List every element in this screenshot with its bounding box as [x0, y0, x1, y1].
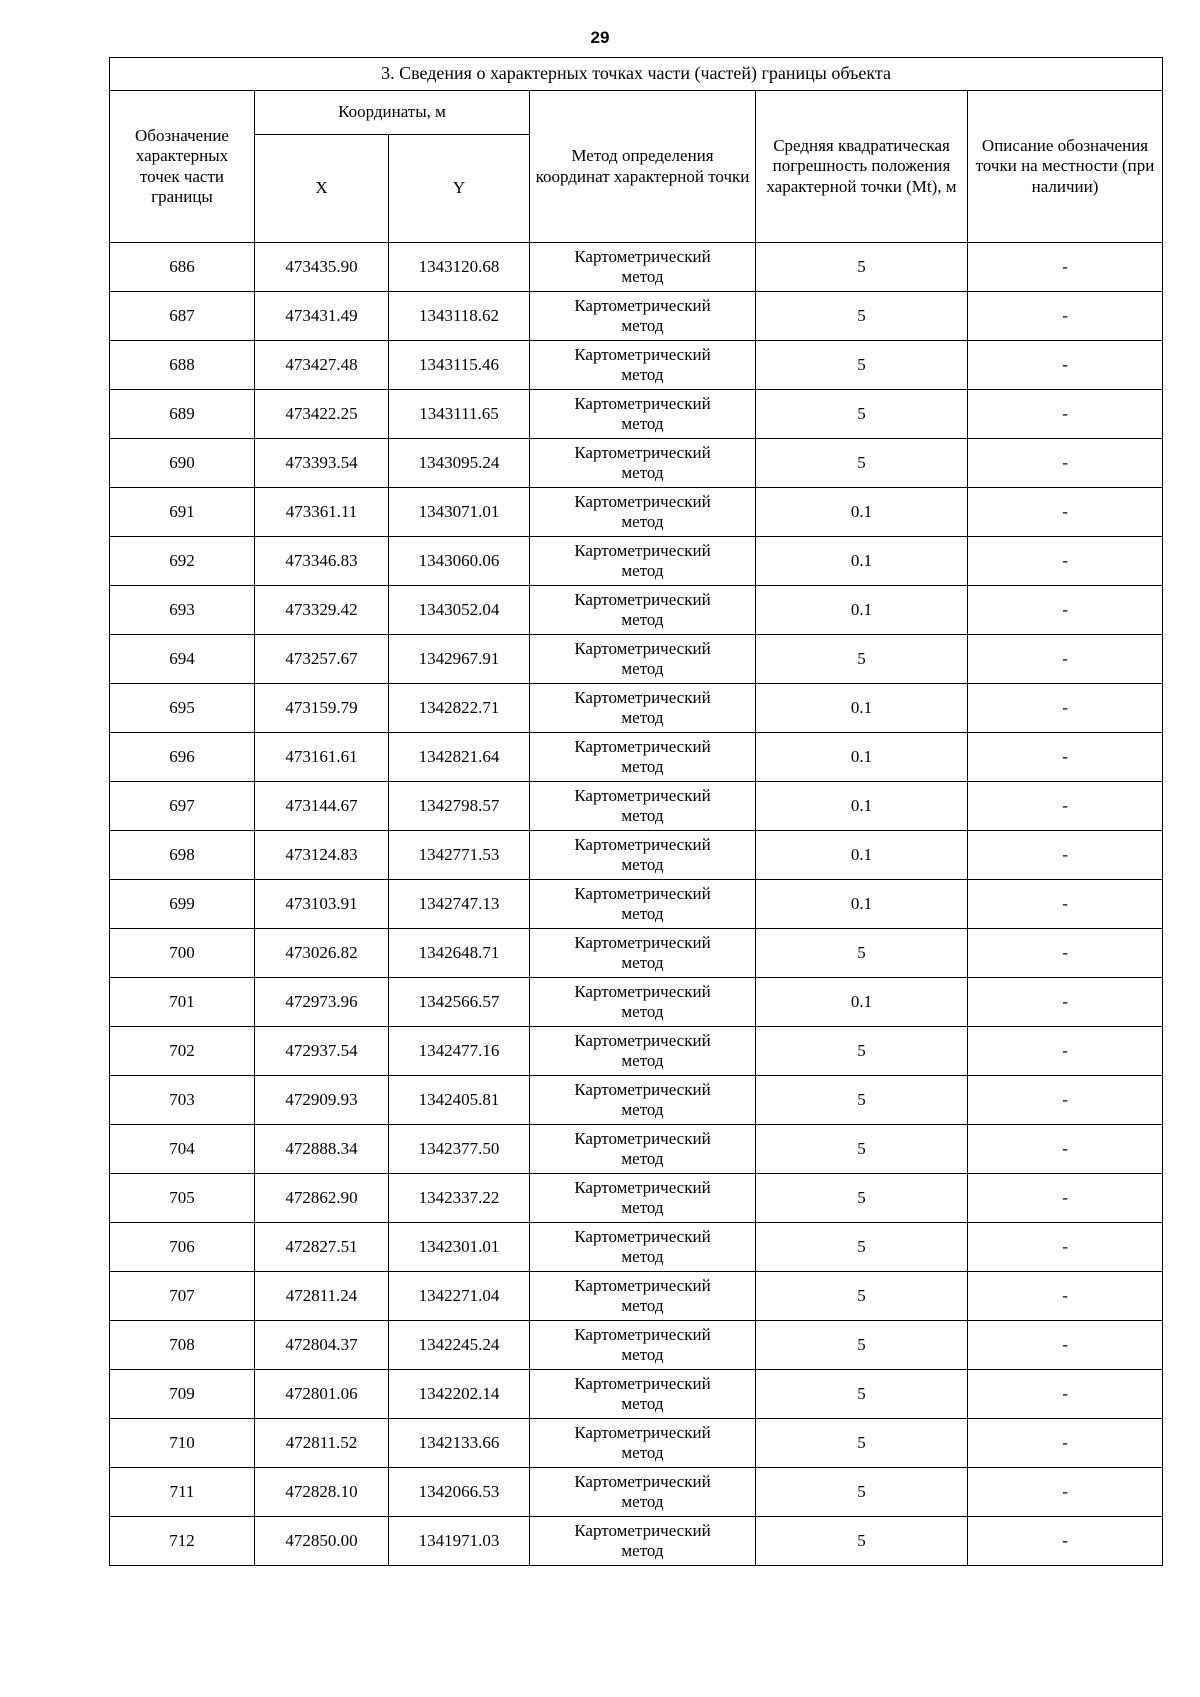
- table-row: [110, 341, 1163, 390]
- method-line-1: Картометрический: [574, 393, 711, 413]
- point-id: 701: [110, 978, 255, 1027]
- point-id: 711: [110, 1468, 255, 1517]
- coord-y: 1342337.22: [389, 1174, 530, 1223]
- table-row: [110, 733, 1163, 782]
- point-description: -: [968, 243, 1163, 292]
- method: [530, 1517, 756, 1566]
- method-line-2: метод: [621, 659, 664, 678]
- coord-x: 472937.54: [255, 1027, 389, 1076]
- table-row: [110, 1321, 1163, 1370]
- method: [530, 782, 756, 831]
- table-row: [110, 537, 1163, 586]
- mt-value: 5: [756, 929, 968, 978]
- table-row: [110, 929, 1163, 978]
- coord-x: 473161.61: [255, 733, 389, 782]
- method-line-1: Картометрический: [574, 344, 711, 364]
- method-line-2: метод: [621, 267, 664, 286]
- coord-x: 472973.96: [255, 978, 389, 1027]
- method-line-2: метод: [621, 365, 664, 384]
- method: [530, 1321, 756, 1370]
- coord-x: 473427.48: [255, 341, 389, 390]
- mt-value: 5: [756, 1468, 968, 1517]
- method: [530, 1468, 756, 1517]
- point-id: 692: [110, 537, 255, 586]
- coord-y: 1343120.68: [389, 243, 530, 292]
- method: [530, 488, 756, 537]
- method-line-1: Картометрический: [574, 834, 711, 854]
- method-line-1: Картометрический: [574, 1177, 711, 1197]
- table-row: [110, 1027, 1163, 1076]
- coord-y: 1342771.53: [389, 831, 530, 880]
- point-id: 700: [110, 929, 255, 978]
- coord-x: 472811.24: [255, 1272, 389, 1321]
- point-id: 693: [110, 586, 255, 635]
- mt-value: 5: [756, 292, 968, 341]
- method-line-1: Картометрический: [574, 785, 711, 805]
- mt-value: 5: [756, 1076, 968, 1125]
- method-line-2: метод: [621, 953, 664, 972]
- point-description: -: [968, 537, 1163, 586]
- table-row: [110, 1125, 1163, 1174]
- method: [530, 537, 756, 586]
- method-line-2: метод: [621, 1296, 664, 1315]
- method: [530, 684, 756, 733]
- coord-y: 1342967.91: [389, 635, 530, 684]
- coord-x: 473393.54: [255, 439, 389, 488]
- mt-value: 0.1: [756, 733, 968, 782]
- table-row: [110, 1370, 1163, 1419]
- table-row: [110, 635, 1163, 684]
- method-line-1: Картометрический: [574, 246, 711, 266]
- method: [530, 1370, 756, 1419]
- method-line-2: метод: [621, 708, 664, 727]
- method-line-1: Картометрический: [574, 1128, 711, 1148]
- point-description: -: [968, 390, 1163, 439]
- mt-value: 0.1: [756, 488, 968, 537]
- method-line-1: Картометрический: [574, 589, 711, 609]
- method-line-1: Картометрический: [574, 883, 711, 903]
- mt-value: 0.1: [756, 831, 968, 880]
- coord-y: 1342245.24: [389, 1321, 530, 1370]
- mt-value: 5: [756, 1419, 968, 1468]
- table-body: [110, 243, 1163, 1566]
- point-description: -: [968, 978, 1163, 1027]
- table-row: [110, 684, 1163, 733]
- method: [530, 978, 756, 1027]
- table-row: [110, 292, 1163, 341]
- coord-y: 1343115.46: [389, 341, 530, 390]
- point-id: 706: [110, 1223, 255, 1272]
- point-description: -: [968, 1321, 1163, 1370]
- method-line-1: Картометрический: [574, 1422, 711, 1442]
- coord-x: 473124.83: [255, 831, 389, 880]
- point-id: 702: [110, 1027, 255, 1076]
- coord-y: 1342405.81: [389, 1076, 530, 1125]
- method-line-1: Картометрический: [574, 540, 711, 560]
- method: [530, 1174, 756, 1223]
- point-description: -: [968, 684, 1163, 733]
- mt-value: 5: [756, 1223, 968, 1272]
- table-row: [110, 1223, 1163, 1272]
- header-coordinates: Координаты, м: [255, 91, 530, 135]
- method-line-2: метод: [621, 1394, 664, 1413]
- method-line-1: Картометрический: [574, 687, 711, 707]
- coord-x: 473361.11: [255, 488, 389, 537]
- table-row: [110, 782, 1163, 831]
- method: [530, 1223, 756, 1272]
- coord-x: 473144.67: [255, 782, 389, 831]
- coord-x: 473346.83: [255, 537, 389, 586]
- table-row: [110, 1272, 1163, 1321]
- point-id: 689: [110, 390, 255, 439]
- mt-value: 5: [756, 243, 968, 292]
- mt-value: 0.1: [756, 684, 968, 733]
- coord-y: 1343111.65: [389, 390, 530, 439]
- section-title: 3. Сведения о характерных точках части (частей) границы объекта: [110, 58, 1163, 91]
- header-y: Y: [389, 135, 530, 243]
- mt-value: 0.1: [756, 782, 968, 831]
- point-id: 686: [110, 243, 255, 292]
- method-line-2: метод: [621, 1492, 664, 1511]
- method-line-1: Картометрический: [574, 1079, 711, 1099]
- mt-value: 5: [756, 341, 968, 390]
- point-description: -: [968, 1125, 1163, 1174]
- mt-value: 0.1: [756, 978, 968, 1027]
- point-id: 703: [110, 1076, 255, 1125]
- point-description: -: [968, 733, 1163, 782]
- coord-y: 1341971.03: [389, 1517, 530, 1566]
- method-line-1: Картометрический: [574, 1275, 711, 1295]
- mt-value: 5: [756, 1174, 968, 1223]
- point-id: 695: [110, 684, 255, 733]
- coord-x: 472804.37: [255, 1321, 389, 1370]
- point-description: -: [968, 341, 1163, 390]
- method-line-2: метод: [621, 561, 664, 580]
- point-description: -: [968, 1027, 1163, 1076]
- method-line-2: метод: [621, 1247, 664, 1266]
- method: [530, 1125, 756, 1174]
- header-error: Средняя квадратическая погрешность положения характерной точки (Mt), м: [756, 91, 968, 243]
- point-id: 704: [110, 1125, 255, 1174]
- point-id: 699: [110, 880, 255, 929]
- header-x: X: [255, 135, 389, 243]
- header-method: Метод определения координат характерной точки: [530, 91, 756, 243]
- method-line-2: метод: [621, 757, 664, 776]
- method-line-2: метод: [621, 1541, 664, 1560]
- table-row: [110, 586, 1163, 635]
- coord-x: 472850.00: [255, 1517, 389, 1566]
- table-row: [110, 880, 1163, 929]
- method-line-2: метод: [621, 610, 664, 629]
- coord-y: 1342566.57: [389, 978, 530, 1027]
- method-line-2: метод: [621, 1002, 664, 1021]
- coord-y: 1342821.64: [389, 733, 530, 782]
- mt-value: 5: [756, 1370, 968, 1419]
- table-row: [110, 831, 1163, 880]
- point-description: -: [968, 1272, 1163, 1321]
- table-row: [110, 390, 1163, 439]
- method-line-1: Картометрический: [574, 736, 711, 756]
- point-description: -: [968, 488, 1163, 537]
- point-id: 708: [110, 1321, 255, 1370]
- method-line-1: Картометрический: [574, 491, 711, 511]
- method-line-1: Картометрический: [574, 1030, 711, 1050]
- mt-value: 0.1: [756, 586, 968, 635]
- coord-x: 473431.49: [255, 292, 389, 341]
- table-row: [110, 1174, 1163, 1223]
- method-line-1: Картометрический: [574, 1520, 711, 1540]
- point-id: 698: [110, 831, 255, 880]
- method-line-1: Картометрический: [574, 295, 711, 315]
- point-description: -: [968, 880, 1163, 929]
- method-line-2: метод: [621, 414, 664, 433]
- point-id: 712: [110, 1517, 255, 1566]
- method: [530, 341, 756, 390]
- mt-value: 5: [756, 390, 968, 439]
- coord-x: 472801.06: [255, 1370, 389, 1419]
- method: [530, 880, 756, 929]
- coord-y: 1343060.06: [389, 537, 530, 586]
- coord-x: 473422.25: [255, 390, 389, 439]
- coord-y: 1342477.16: [389, 1027, 530, 1076]
- coord-y: 1342202.14: [389, 1370, 530, 1419]
- method-line-2: метод: [621, 1051, 664, 1070]
- mt-value: 5: [756, 1027, 968, 1076]
- coord-x: 473026.82: [255, 929, 389, 978]
- point-description: -: [968, 1223, 1163, 1272]
- point-id: 690: [110, 439, 255, 488]
- coord-x: 472888.34: [255, 1125, 389, 1174]
- method: [530, 929, 756, 978]
- method: [530, 831, 756, 880]
- method-line-1: Картометрический: [574, 442, 711, 462]
- table-row: [110, 1076, 1163, 1125]
- point-id: 687: [110, 292, 255, 341]
- method-line-2: метод: [621, 512, 664, 531]
- coord-x: 473103.91: [255, 880, 389, 929]
- method-line-2: метод: [621, 904, 664, 923]
- coord-y: 1343071.01: [389, 488, 530, 537]
- point-description: -: [968, 1076, 1163, 1125]
- table-row: [110, 1517, 1163, 1566]
- point-description: -: [968, 439, 1163, 488]
- point-id: 705: [110, 1174, 255, 1223]
- coord-x: 473159.79: [255, 684, 389, 733]
- method: [530, 390, 756, 439]
- coord-y: 1342377.50: [389, 1125, 530, 1174]
- header-designation: Обозначение характерных точек части границы: [110, 91, 255, 243]
- method-line-2: метод: [621, 316, 664, 335]
- method-line-2: метод: [621, 806, 664, 825]
- method-line-2: метод: [621, 855, 664, 874]
- table-row: [110, 439, 1163, 488]
- mt-value: 5: [756, 1517, 968, 1566]
- point-id: 696: [110, 733, 255, 782]
- coord-y: 1342822.71: [389, 684, 530, 733]
- point-description: -: [968, 1468, 1163, 1517]
- coord-y: 1342066.53: [389, 1468, 530, 1517]
- mt-value: 5: [756, 1272, 968, 1321]
- coord-y: 1343052.04: [389, 586, 530, 635]
- point-description: -: [968, 586, 1163, 635]
- coord-x: 472828.10: [255, 1468, 389, 1517]
- method: [530, 586, 756, 635]
- mt-value: 5: [756, 439, 968, 488]
- table-row: [110, 488, 1163, 537]
- page-number: 29: [590, 28, 610, 47]
- point-id: 710: [110, 1419, 255, 1468]
- mt-value: 5: [756, 635, 968, 684]
- method: [530, 733, 756, 782]
- method: [530, 635, 756, 684]
- table-row: [110, 1468, 1163, 1517]
- point-description: -: [968, 1370, 1163, 1419]
- coord-y: 1342798.57: [389, 782, 530, 831]
- method-line-1: Картометрический: [574, 981, 711, 1001]
- method: [530, 292, 756, 341]
- table-row: [110, 978, 1163, 1027]
- method-line-2: метод: [621, 1198, 664, 1217]
- method-line-1: Картометрический: [574, 1471, 711, 1491]
- coord-x: 473257.67: [255, 635, 389, 684]
- mt-value: 0.1: [756, 537, 968, 586]
- method-line-1: Картометрический: [574, 1324, 711, 1344]
- header-description: Описание обозначения точки на местности (при наличии): [968, 91, 1163, 243]
- coordinates-table: [109, 57, 1163, 1566]
- method: [530, 243, 756, 292]
- method-line-2: метод: [621, 1443, 664, 1462]
- coord-y: 1343118.62: [389, 292, 530, 341]
- point-description: -: [968, 831, 1163, 880]
- coord-y: 1342133.66: [389, 1419, 530, 1468]
- table-row: [110, 1419, 1163, 1468]
- mt-value: 0.1: [756, 880, 968, 929]
- method: [530, 1419, 756, 1468]
- method-line-2: метод: [621, 463, 664, 482]
- coord-x: 472909.93: [255, 1076, 389, 1125]
- point-description: -: [968, 635, 1163, 684]
- method: [530, 1272, 756, 1321]
- point-description: -: [968, 292, 1163, 341]
- coord-y: 1342648.71: [389, 929, 530, 978]
- method-line-1: Картометрический: [574, 1226, 711, 1246]
- method-line-1: Картометрический: [574, 1373, 711, 1393]
- coord-y: 1343095.24: [389, 439, 530, 488]
- method-line-2: метод: [621, 1149, 664, 1168]
- coord-x: 473329.42: [255, 586, 389, 635]
- method: [530, 439, 756, 488]
- method-line-2: метод: [621, 1100, 664, 1119]
- coord-x: 472862.90: [255, 1174, 389, 1223]
- mt-value: 5: [756, 1321, 968, 1370]
- method-line-1: Картометрический: [574, 638, 711, 658]
- point-id: 707: [110, 1272, 255, 1321]
- point-description: -: [968, 1174, 1163, 1223]
- coord-x: 472827.51: [255, 1223, 389, 1272]
- coord-x: 473435.90: [255, 243, 389, 292]
- point-description: -: [968, 782, 1163, 831]
- point-id: 709: [110, 1370, 255, 1419]
- method-line-2: метод: [621, 1345, 664, 1364]
- coord-y: 1342301.01: [389, 1223, 530, 1272]
- point-id: 688: [110, 341, 255, 390]
- point-description: -: [968, 1419, 1163, 1468]
- point-description: -: [968, 929, 1163, 978]
- method-line-1: Картометрический: [574, 932, 711, 952]
- point-id: 691: [110, 488, 255, 537]
- method: [530, 1027, 756, 1076]
- point-id: 697: [110, 782, 255, 831]
- mt-value: 5: [756, 1125, 968, 1174]
- point-id: 694: [110, 635, 255, 684]
- coord-y: 1342271.04: [389, 1272, 530, 1321]
- method: [530, 1076, 756, 1125]
- coord-y: 1342747.13: [389, 880, 530, 929]
- table-row: [110, 243, 1163, 292]
- coord-x: 472811.52: [255, 1419, 389, 1468]
- point-description: -: [968, 1517, 1163, 1566]
